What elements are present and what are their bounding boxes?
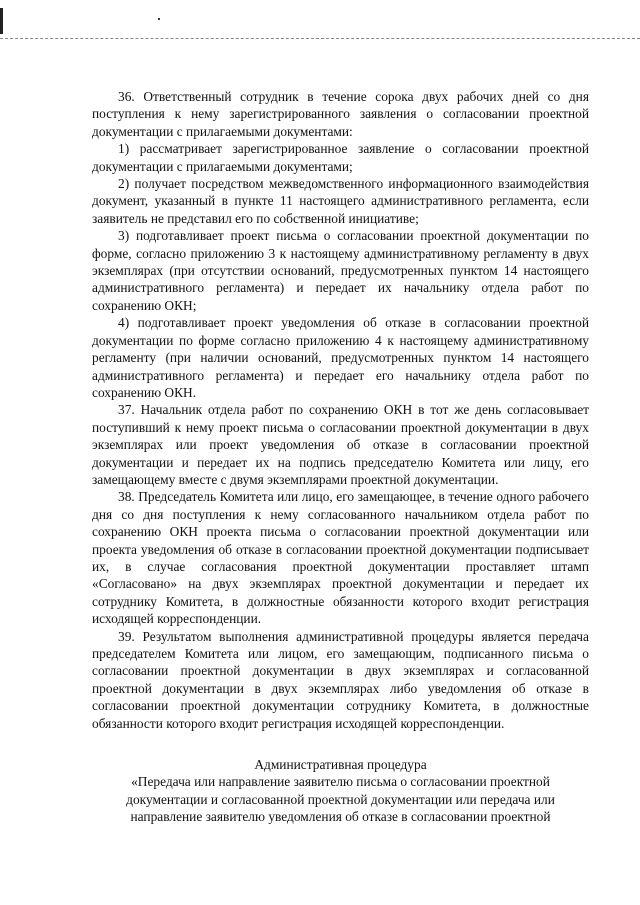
paragraph-39: 39. Результатом выполнения административной процедуры является передача председателем Комитета или лицом, его замещающим, подписанного письма о согласовании проектной документации в двух экземплярах и согласованной проектной документации в двух экземплярах либо уведомления об отказе в согласовании проектной документации сотруднику Комитета, в должностные обязанности которого входит регистрация исходящей корреспонденции. [92, 628, 589, 731]
paragraph-37: 37. Начальник отдела работ по сохранению ОКН в тот же день согласовывает поступивший к нему проект письма о согласовании проектной документации в двух экземплярах или проект уведомления об отказе в согласовании проектной документации и передает их на подпись председателю Комитета или лицу, его замещающему вместе с двумя экземплярами проектной документации. [92, 402, 589, 487]
paragraph-36-item-2: 2) получает посредством межведомственного информационного взаимодействия документ, указанный в пункте 11 настоящего административного регламента, если заявитель не представил его по собственной инициативе; [92, 176, 589, 226]
procedure-title: «Передача или направление заявителю письма о согласовании проектной документации и согласованной проектной документации или передача или направление заявителю уведомления об отказе в согласовании проектной [126, 774, 555, 825]
paragraph-36-item-1: 1) рассматривает зарегистрированное заявление о согласовании проектной документации с прилагаемыми документами; [92, 141, 589, 174]
paragraph-36-item-4: 4) подготавливает проект уведомления об отказе в согласовании проектной документации по форме согласно приложению 4 к настоящему административному регламенту (при наличии оснований, предусмотренных пунктом 14 настоящего административного регламента) и передает его начальнику отдела работ по сохранению ОКН. [92, 315, 589, 400]
paragraph-38: 38. Председатель Комитета или лицо, его замещающее, в течение одного рабочего дня со дня поступления к нему согласованного начальником отдела работ по сохранению ОКН проекта письма о согласовании проектной документации или проекта уведомления об отказе в согласовании проектной документации подписывает их, в случае согласования проектной документации проставляет штамп «Согласовано» на двух экземплярах проектной документации и передает их сотруднику Комитета, в должностные обязанности которого входит регистрация исходящей корреспонденции. [92, 489, 589, 627]
paragraph-36: 36. Ответственный сотрудник в течение сорока двух рабочих дней со дня поступления к нему зарегистрированного заявления о согласовании проектной документации с прилагаемыми документами: [92, 89, 589, 139]
page-top-rule [0, 38, 640, 39]
scan-dot [158, 18, 160, 20]
scan-edge-mark [0, 8, 3, 34]
section-heading: Административная процедура [254, 757, 427, 773]
document-body [92, 88, 589, 826]
paragraph-36-item-3: 3) подготавливает проект письма о согласовании проектной документации по форме, согласно приложению 3 к настоящему административному регламенту в двух экземплярах (при отсутствии оснований, предусмотренных пунктом 14 настоящего административного регламента) и передает их начальнику отдела работ по сохранению ОКН; [92, 228, 589, 313]
